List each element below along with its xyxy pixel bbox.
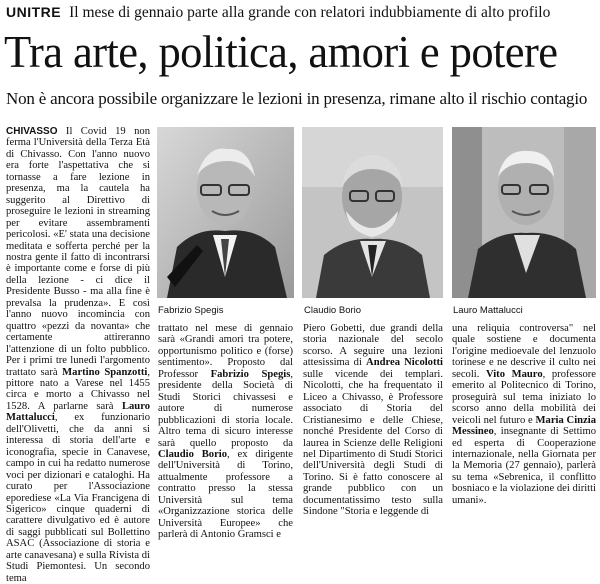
col1-text-1: Il Covid 19 non ferma l'Università della Terza Età di Chivasso. Con l'anno nuovo era forte l'aspettativa che si tornasse a fare lezione in presenza, ma la cautela ha suggerito al Direttivo di proseguire le lezioni in streaming per evitare assembramenti pericolosi. «E' stata una decisione meditata e sofferta perché per la nostra gente il fatto di incontrarsi è importante come e forse di più della lezione - ci dice il Presidente Busso - ma alla fine è prevalsa la prudenza». E così l'anno nuovo incomincia con quattro «pezzi da novanta» che certamente attireranno l'attenzione di un folto pubblico. Per i primi tre lunedì l'argomento trattato sarà [6,126,150,378]
article-column-2 [158,323,294,541]
col2-text-2: , presidente della Società di Studi Storici chivassesi e autore di numerose pubblicazioni di storia locale. Altro tema di sicuro interesse sarà quello proposto da [158,368,294,449]
name-andrea-nicolotti: Andrea Nicolotti [366,357,443,369]
caption-lauro-mattalucci: Lauro Mattalucci [453,305,523,316]
name-fabrizio-spegis: Fabrizio Spegis [210,368,291,380]
name-martino-spanzotti: Martino Spanzotti [62,366,148,378]
article-column-3 [303,323,443,518]
name-lauro-mattalucci: Lauro Mattalucci [6,400,150,424]
col1-text-2: , pittore nato a Varese nel 1455 circa e morto a Chivasso nel 1528. A parlarne sarà [6,366,150,412]
col4-text-2: , professore emerito al Politecnico di Torino, proseguirà sul tema iniziato lo scorso anno della mobilità dei veicoli nel futuro e [452,368,597,426]
col4-text-3: , insegnante di Settimo ed esperta di Cooperazione internazionale, nella Giornata per la Memoria (27 gennaio), parlerà su tema «Sebrenica, il conflitto bosniaco e la violazione dei diritti umani». [452,426,596,506]
col3-text-1: Piero Gobetti, due grandi della storia nazionale del secolo scorso. A seguire una lezioni attesissima di [303,323,443,369]
name-maria-cinzia-messineo: Maria Cinzia Messineo [452,414,596,438]
col2-text-1: trattato nel mese di gennaio sarà «Grandi amori tra potere, opportunismo politico e (forse) sentimento». Proposto dal Professor [158,323,293,380]
section-tag: UNITRE [6,4,62,20]
kicker-line [6,2,596,24]
dateline-city: CHIVASSO [6,126,58,137]
photo-fabrizio-spegis [157,127,294,298]
photo-lauro-mattalucci [452,127,596,298]
article-column-4 [452,323,597,506]
caption-fabrizio-spegis: Fabrizio Spegis [158,305,224,316]
article-column-1 [6,126,150,584]
name-vito-mauro: Vito Mauro [485,368,543,380]
headline: Tra arte, politica, amori e potere [4,27,558,77]
kicker-text: Il mese di gennaio parte alla grande con relatori indubbiamente di alto profilo [69,4,551,21]
caption-claudio-borio: Claudio Borio [304,305,362,316]
photo-claudio-borio [302,127,443,298]
col4-text-1: una reliquia controversa" nel quale sostiene e documenta l'origine medioevale del lenzuolo torinese e ne descrive il culto nei secoli. [452,323,596,380]
col2-text-3: , ex dirigente dell'Università di Torino, attualmente professore a contratto presso la stessa Università sul tema «Organizzazione storica delle Università Europee» che parlerà di Antonio Gramsci e [158,448,293,541]
col1-text-3: , ex funzionario dell'Olivetti, che da anni si interessa di storia dell'arte e iconografia, specie in Canavese, campo in cui ha redatto numerose voci per dizionari e cataloghi. Ha curato per l'Associazione eporediese «La Via Francigena di Sigerico» cinque quaderni di carattere divulgativo ed è autore di saggi pubblicati sul Bollettino ASAC (Associazione di storia e arte canavesana) e sulla Rivista di Studi Piemontesi. Un secondo tema [6,412,150,584]
col3-text-2: sulle vicende dei templari. Nicolotti, che ha frequentato il Liceo a Chivasso, è Professore associato di Storia del Cristianesimo e delle Chiese, nonché Presidente del Corso di laurea in Scienze delle Religioni nel Dipartimento di Studi Storici dell'Università degli Studi di Torino. Si è fatto conoscere al grande pubblico con un documentatissimo testo sulla Sindone "Storia e leggende di [303,368,443,518]
name-claudio-borio: Claudio Borio [158,448,228,460]
subheadline: Non è ancora possibile organizzare le lezioni in presenza, rimane alto il rischio contagio [6,89,588,108]
